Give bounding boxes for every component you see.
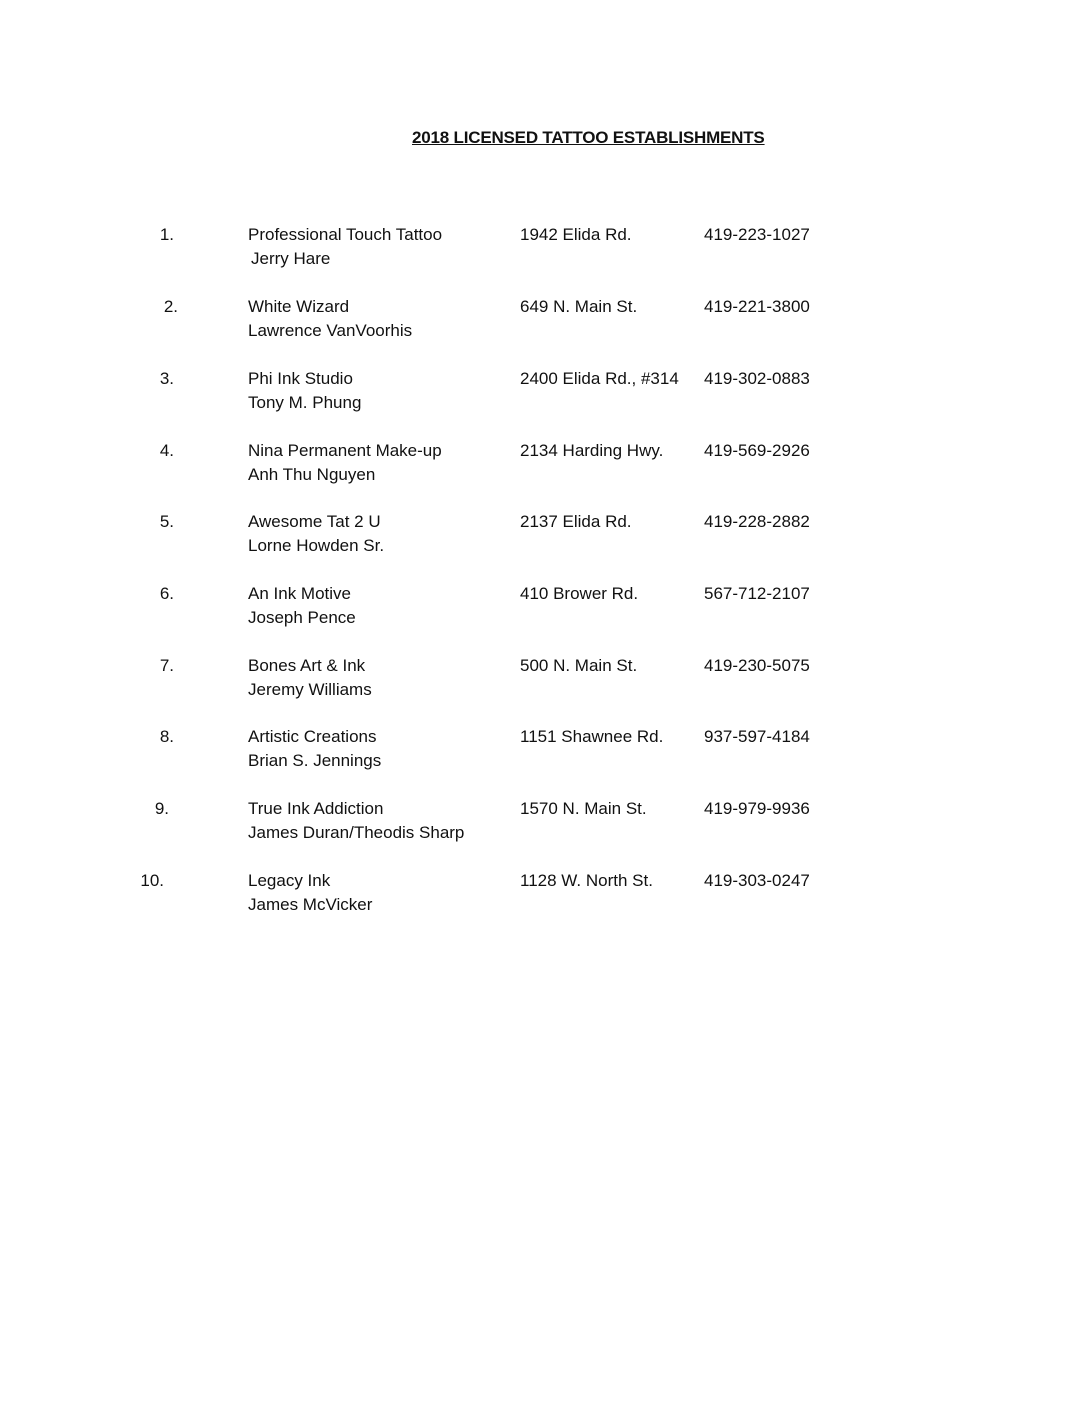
- establishment-name: Professional Touch Tattoo: [248, 225, 443, 244]
- address: 2134 Harding Hwy.: [520, 441, 664, 460]
- entry-number: 2.: [163, 297, 178, 316]
- address: 2137 Elida Rd.: [520, 512, 632, 531]
- establishment-name: White Wizard: [248, 297, 350, 316]
- owner-name: Anh Thu Nguyen: [248, 465, 376, 484]
- phone-number: 419-228-2882: [704, 512, 810, 531]
- phone-number: 419-979-9936: [704, 799, 810, 818]
- entry-number: 1.: [159, 225, 174, 244]
- address: 1942 Elida Rd.: [520, 225, 632, 244]
- entry-number: 10.: [140, 871, 164, 890]
- list-item: [0, 367, 1088, 417]
- establishment-name: Legacy Ink: [248, 871, 331, 890]
- entry-number: 6.: [159, 584, 174, 603]
- owner-name: Lorne Howden Sr.: [248, 536, 385, 555]
- list-item: [0, 797, 1088, 847]
- entry-number: 8.: [159, 727, 174, 746]
- entry-number: 9.: [154, 799, 169, 818]
- establishment-name: Bones Art & Ink: [248, 656, 366, 675]
- address: 649 N. Main St.: [520, 297, 638, 316]
- address: 500 N. Main St.: [520, 656, 638, 675]
- establishment-name: Nina Permanent Make-up: [248, 441, 442, 460]
- list-item: [0, 439, 1088, 489]
- establishment-name: Awesome Tat 2 U: [248, 512, 381, 531]
- list-item: [0, 510, 1088, 560]
- list-item: [0, 725, 1088, 775]
- owner-name: Jeremy Williams: [248, 680, 372, 699]
- owner-name: Tony M. Phung: [248, 393, 362, 412]
- phone-number: 419-223-1027: [704, 225, 810, 244]
- phone-number: 419-221-3800: [704, 297, 810, 316]
- phone-number: 419-569-2926: [704, 441, 810, 460]
- address: 1128 W. North St.: [520, 871, 653, 890]
- establishment-name: True Ink Addiction: [248, 799, 384, 818]
- owner-name: Jerry Hare: [251, 249, 331, 268]
- address: 1570 N. Main St.: [520, 799, 647, 818]
- list-item: [0, 223, 1088, 273]
- establishment-name: An Ink Motive: [248, 584, 351, 603]
- phone-number: 419-230-5075: [704, 656, 810, 675]
- address: 2400 Elida Rd., #314: [520, 369, 679, 388]
- entry-number: 5.: [159, 512, 174, 531]
- list-item: [0, 582, 1088, 632]
- owner-name: James Duran/Theodis Sharp: [248, 823, 465, 842]
- owner-name: Lawrence VanVoorhis: [248, 321, 413, 340]
- address: 410 Brower Rd.: [520, 584, 639, 603]
- entry-number: 3.: [159, 369, 174, 388]
- document-title: 2018 LICENSED TATTOO ESTABLISHMENTS: [412, 128, 765, 147]
- list-item: [0, 295, 1088, 345]
- owner-name: Brian S. Jennings: [248, 751, 382, 770]
- address: 1151 Shawnee Rd.: [520, 727, 664, 746]
- phone-number: 937-597-4184: [704, 727, 810, 746]
- phone-number: 419-302-0883: [704, 369, 810, 388]
- owner-name: Joseph Pence: [248, 608, 356, 627]
- entry-number: 7.: [159, 656, 174, 675]
- establishment-name: Artistic Creations: [248, 727, 377, 746]
- entry-number: 4.: [159, 441, 174, 460]
- list-item: [0, 654, 1088, 704]
- establishment-name: Phi Ink Studio: [248, 369, 353, 388]
- list-item: [0, 869, 1088, 919]
- phone-number: 567-712-2107: [704, 584, 810, 603]
- phone-number: 419-303-0247: [704, 871, 810, 890]
- owner-name: James McVicker: [248, 895, 373, 914]
